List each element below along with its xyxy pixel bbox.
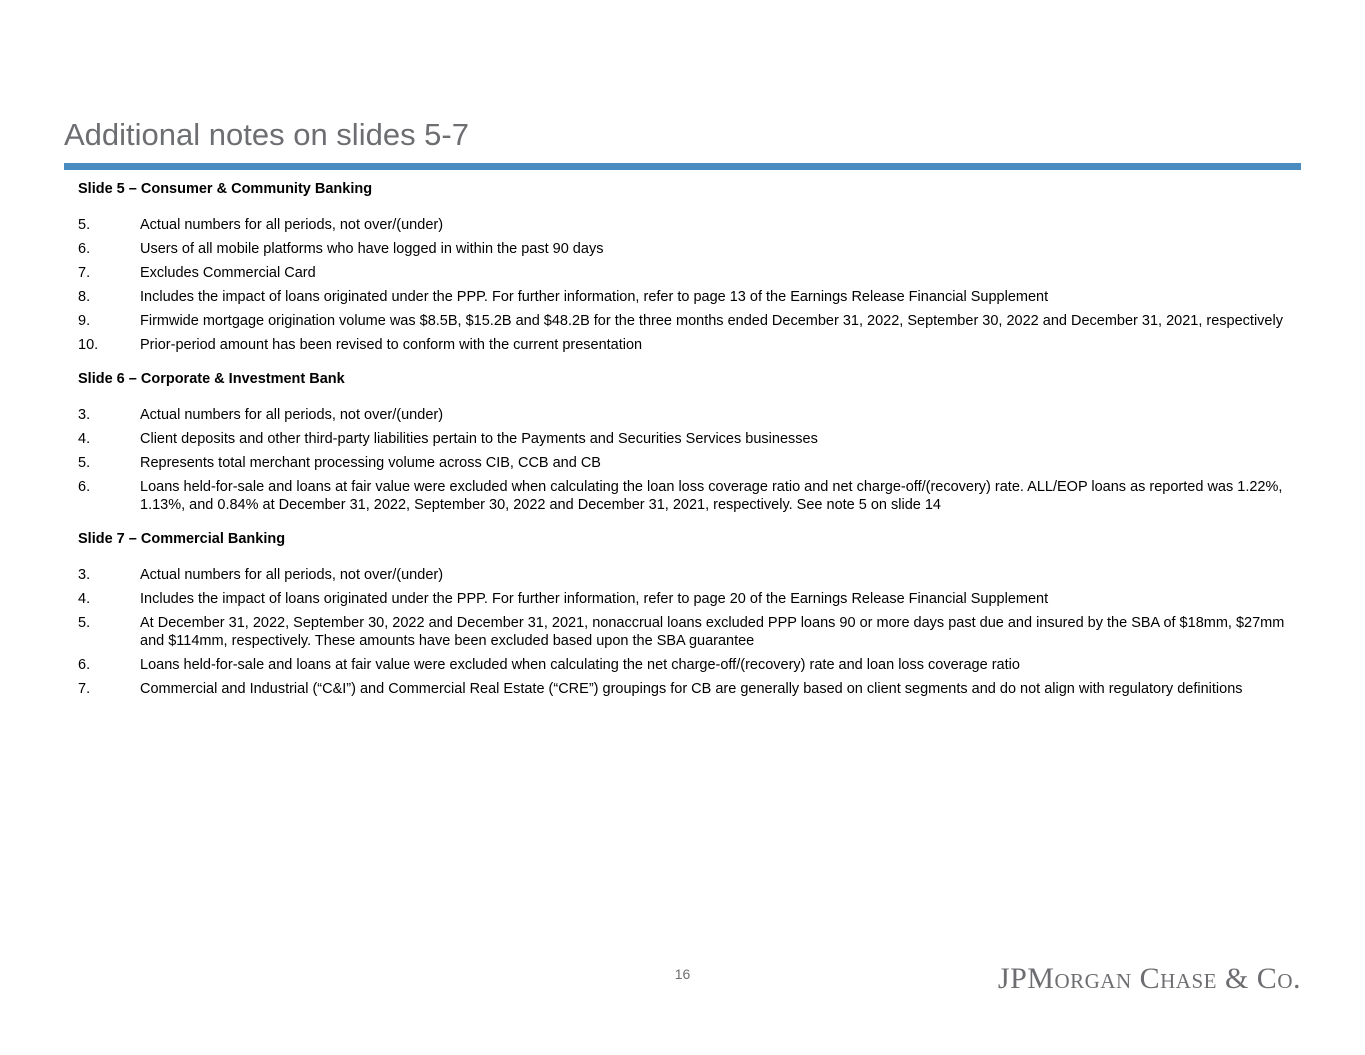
note-number: 5.: [78, 217, 91, 233]
title-divider: [64, 163, 1301, 170]
note-number: 3.: [78, 407, 91, 423]
list-item: [78, 216, 1288, 234]
section-heading: Slide 6 – Corporate & Investment Bank: [78, 371, 345, 387]
section-heading: Slide 5 – Consumer & Community Banking: [78, 181, 373, 197]
notes-list: [78, 566, 1288, 698]
note-text: At December 31, 2022, September 30, 2022 and December 31, 2021, nonaccrual loans excluded PPP loans 90 or more days past due and insured by the SBA of $18mm, $27mm and $114mm, respectively. These amounts have been excluded based upon the SBA guarantee: [140, 615, 1285, 649]
list-item: [78, 264, 1288, 282]
note-text: Prior-period amount has been revised to conform with the current presentation: [140, 337, 643, 353]
notes-list: [78, 406, 1288, 514]
list-item: [78, 240, 1288, 258]
page-title: Additional notes on slides 5-7: [64, 117, 469, 152]
note-number: 4.: [78, 591, 91, 607]
note-text: Client deposits and other third-party liabilities pertain to the Payments and Securities Services businesses: [140, 431, 818, 447]
section-heading: Slide 7 – Commercial Banking: [78, 531, 286, 547]
note-number: 7.: [78, 265, 91, 281]
section-slide-6: [78, 370, 1288, 514]
note-text: Actual numbers for all periods, not over/(under): [140, 567, 444, 583]
list-item: [78, 680, 1288, 698]
note-number: 6.: [78, 241, 91, 257]
note-number: 5.: [78, 615, 91, 631]
list-item: [78, 454, 1288, 472]
note-number: 10.: [78, 337, 99, 353]
list-item: [78, 336, 1288, 354]
note-text: Includes the impact of loans originated under the PPP. For further information, refer to page 13 of the Earnings Release Financial Supplement: [140, 289, 1049, 305]
note-text: Firmwide mortgage origination volume was $8.5B, $15.2B and $48.2B for the three months ended December 31, 2022, September 30, 2022 and December 31, 2021, respectively: [140, 313, 1283, 329]
note-number: 4.: [78, 431, 91, 447]
note-number: 9.: [78, 313, 91, 329]
company-logo: JPMORGAN CHASE & CO.: [997, 962, 1301, 995]
list-item: [78, 478, 1288, 514]
note-text: Users of all mobile platforms who have logged in within the past 90 days: [140, 241, 604, 257]
note-number: 7.: [78, 681, 91, 697]
section-slide-7: [78, 530, 1288, 698]
note-text: Actual numbers for all periods, not over/(under): [140, 407, 444, 423]
note-number: 3.: [78, 567, 91, 583]
list-item: [78, 312, 1288, 330]
note-text: Actual numbers for all periods, not over/(under): [140, 217, 444, 233]
list-item: [78, 590, 1288, 608]
note-text: Represents total merchant processing volume across CIB, CCB and CB: [140, 455, 601, 471]
note-text: Loans held-for-sale and loans at fair value were excluded when calculating the loan loss coverage ratio and net charge-off/(recovery) rate. ALL/EOP loans as reported was 1.22%, 1.13%, and 0.84% at December 31, 2022, September 30, 2022 and December 31, 2021, respectively. See note 5 on slide 14: [140, 479, 1283, 513]
note-number: 6.: [78, 479, 91, 495]
list-item: [78, 430, 1288, 448]
notes-content: [78, 180, 1288, 714]
list-item: [78, 656, 1288, 674]
list-item: [78, 566, 1288, 584]
note-text: Includes the impact of loans originated under the PPP. For further information, refer to page 20 of the Earnings Release Financial Supplement: [140, 591, 1049, 607]
note-number: 5.: [78, 455, 91, 471]
note-number: 8.: [78, 289, 91, 305]
list-item: [78, 614, 1288, 650]
page-number: 16: [674, 966, 691, 982]
note-text: Excludes Commercial Card: [140, 265, 316, 281]
notes-list: [78, 216, 1288, 354]
note-text: Commercial and Industrial (“C&I”) and Commercial Real Estate (“CRE”) groupings for CB are generally based on client segments and do not align with regulatory definitions: [140, 681, 1243, 697]
note-text: Loans held-for-sale and loans at fair value were excluded when calculating the net charge-off/(recovery) rate and loan loss coverage ratio: [140, 657, 1020, 673]
section-slide-5: [78, 180, 1288, 354]
list-item: [78, 406, 1288, 424]
note-number: 6.: [78, 657, 91, 673]
list-item: [78, 288, 1288, 306]
